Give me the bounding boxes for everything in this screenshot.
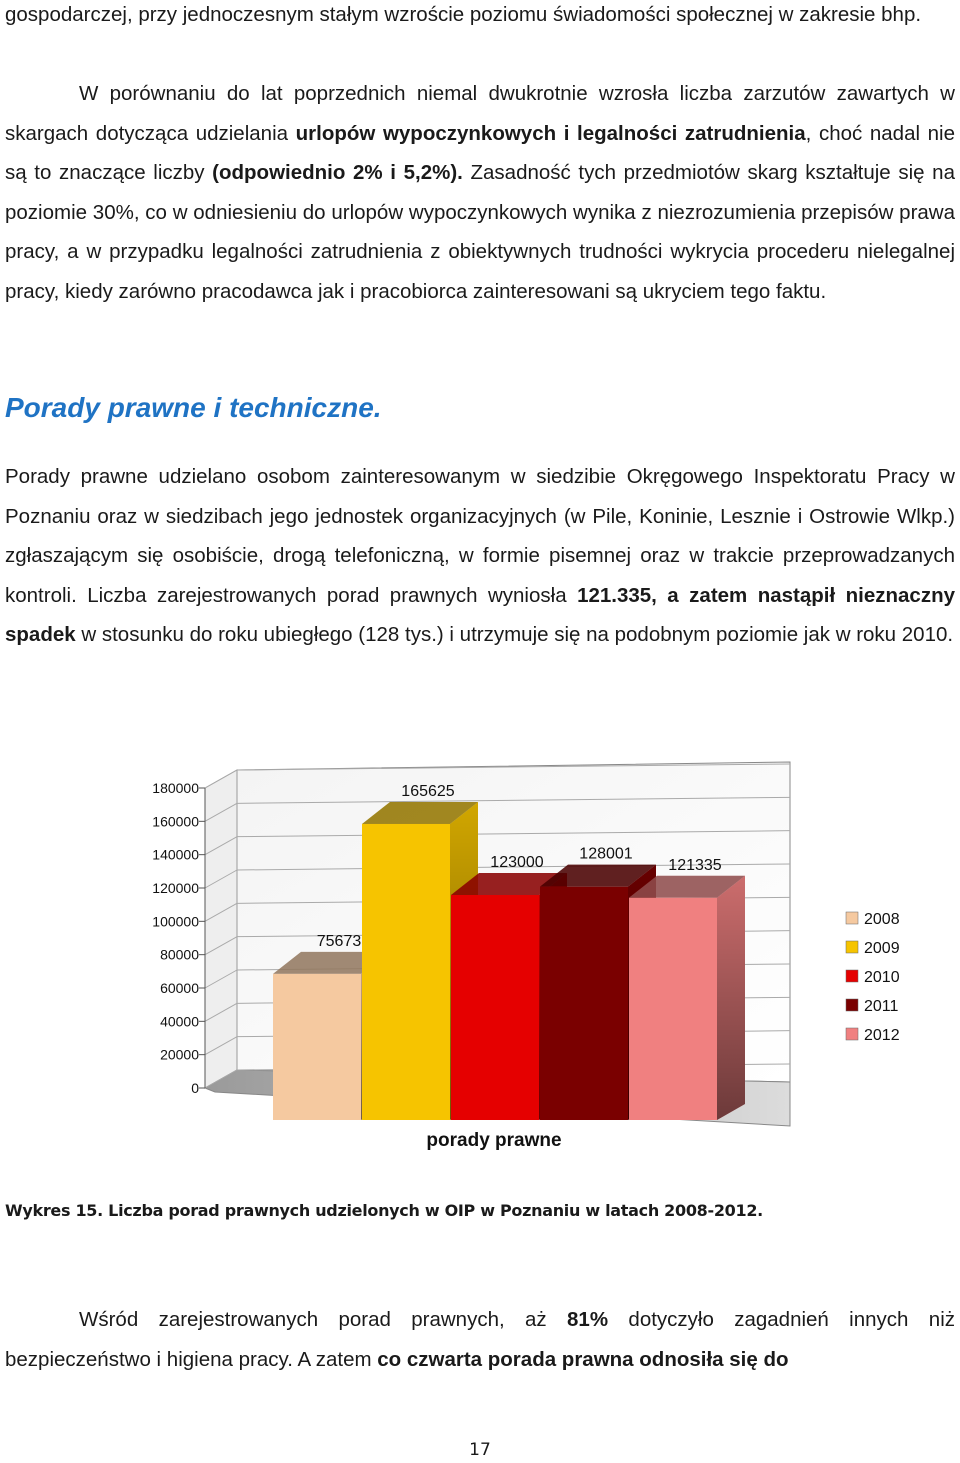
data-label-2011: 128001 <box>579 845 633 863</box>
paragraph-text: Porady prawne udzielano osobom zainteresowanym w siedzibie Okręgowego Inspektoratu Pracy w Poznaniu oraz w siedzibach jego jednostek organizacyjnych (w Pile, Koninie, Lesznie i Ostrowie Wlkp.) zgłaszającym się osobiście, drogą telefoniczną, w formie pisemnej oraz w trakcie przeprowadzanych kontroli. Liczba zarejestrowanych porad prawnych wyniosła <box>5 465 955 607</box>
y-tick-label: 120000 <box>152 880 199 896</box>
paragraph-text: gospodarczej, przy jednoczesnym stałym wzroście poziomu świadomości społecznej w zakresie bhp. <box>5 3 922 26</box>
paragraph-text: , choć nadal nie są to znaczące liczby <box>5 121 956 185</box>
paragraph-text: Zasadność tych przedmiotów skarg kształtuje się na poziomie 30%, co w odniesieniu do urlopów wypoczynkowych wynika z niezrozumienia przepisów prawa pracy, a w przypadku legalności zatrudnienia z obiektywnych trudności wykrycia procederu nielegalnej pracy, kiedy zarówno pracodawca jak i pracobiorca zainteresowani są ukryciem tego faktu. <box>5 161 955 303</box>
paragraph-text: W porównaniu do lat poprzednich niemal dwukrotnie wzrosła liczba zarzutów zawartych w skargach dotycząca udzielania <box>5 82 955 145</box>
bar-side-shade <box>717 876 745 1120</box>
legend-label-2010: 2010 <box>864 969 900 986</box>
paragraph-text: w stosunku do roku ubiegłego (128 tys.) i utrzymuje się na podobnym poziomie jak w roku 2010. <box>75 623 954 647</box>
chart-caption: Wykres 15. Liczba porad prawnych udzielonych w OIP w Poznaniu w latach 2008-2012. <box>5 1201 763 1220</box>
paragraph-continuation <box>5 0 955 35</box>
paragraph-complaints <box>5 74 955 312</box>
y-tick-label: 20000 <box>160 1046 199 1063</box>
legend-swatch-2011 <box>846 999 858 1011</box>
legend-swatch-2010 <box>846 970 858 982</box>
page-number: 17 <box>469 1440 491 1460</box>
paragraph-text: Wśród zarejestrowanych porad prawnych, aż <box>79 1308 568 1331</box>
paragraph-bold-text: 121.335, a zatem nastąpił nieznaczny spadek <box>5 583 956 647</box>
y-tick-label: 80000 <box>160 946 199 963</box>
section-heading: Porady prawne i techniczne. <box>5 392 382 423</box>
legend-label-2012: 2012 <box>864 1027 900 1044</box>
y-axis <box>152 780 205 1096</box>
paragraph-bold-text: urlopów wypoczynkowych i legalności zatrudnienia <box>295 121 806 145</box>
y-tick-label: 0 <box>191 1080 199 1096</box>
legend-swatch-2008 <box>846 912 858 924</box>
y-tick-label: 40000 <box>160 1013 199 1030</box>
legend-label-2009: 2009 <box>864 940 900 957</box>
y-tick-label: 140000 <box>152 846 199 863</box>
x-axis-label: porady prawne <box>426 1130 562 1151</box>
chart-legend <box>846 911 900 1044</box>
bar-front <box>451 895 539 1120</box>
paragraph-summary <box>5 1300 955 1379</box>
data-label-2009: 165625 <box>401 782 455 800</box>
paragraph-text: dotyczyło zagadnień innych niż bezpieczeństwo i higiena pracy. A zatem <box>5 1308 955 1371</box>
bar-front <box>540 887 628 1120</box>
y-tick-label: 100000 <box>152 913 199 930</box>
legend-swatch-2009 <box>846 941 858 953</box>
bar-front <box>273 974 361 1120</box>
legend-label-2008: 2008 <box>864 911 900 928</box>
data-label-2008: 75673 <box>316 932 362 950</box>
chart-side-wall <box>205 770 237 1088</box>
legend-label-2011: 2011 <box>864 998 899 1015</box>
bar-2012 <box>629 876 745 1120</box>
paragraph-bold-text: co czwarta porada prawna odnosiła się do <box>377 1347 789 1371</box>
y-tick-label: 160000 <box>152 813 199 830</box>
paragraph-legal-advice <box>5 457 955 655</box>
y-tick-label: 180000 <box>152 780 199 796</box>
paragraph-bold-text: (odpowiednio 2% i 5,2%). <box>212 161 463 185</box>
data-label-2012: 121335 <box>668 856 722 874</box>
y-tick-label: 60000 <box>160 980 199 996</box>
bar-front <box>362 824 450 1120</box>
legend-swatch-2012 <box>846 1028 858 1040</box>
bar-front <box>629 898 717 1120</box>
data-label-2010: 123000 <box>490 854 544 871</box>
bar-chart <box>0 760 960 1160</box>
paragraph-bold-text: 81% <box>567 1308 609 1331</box>
